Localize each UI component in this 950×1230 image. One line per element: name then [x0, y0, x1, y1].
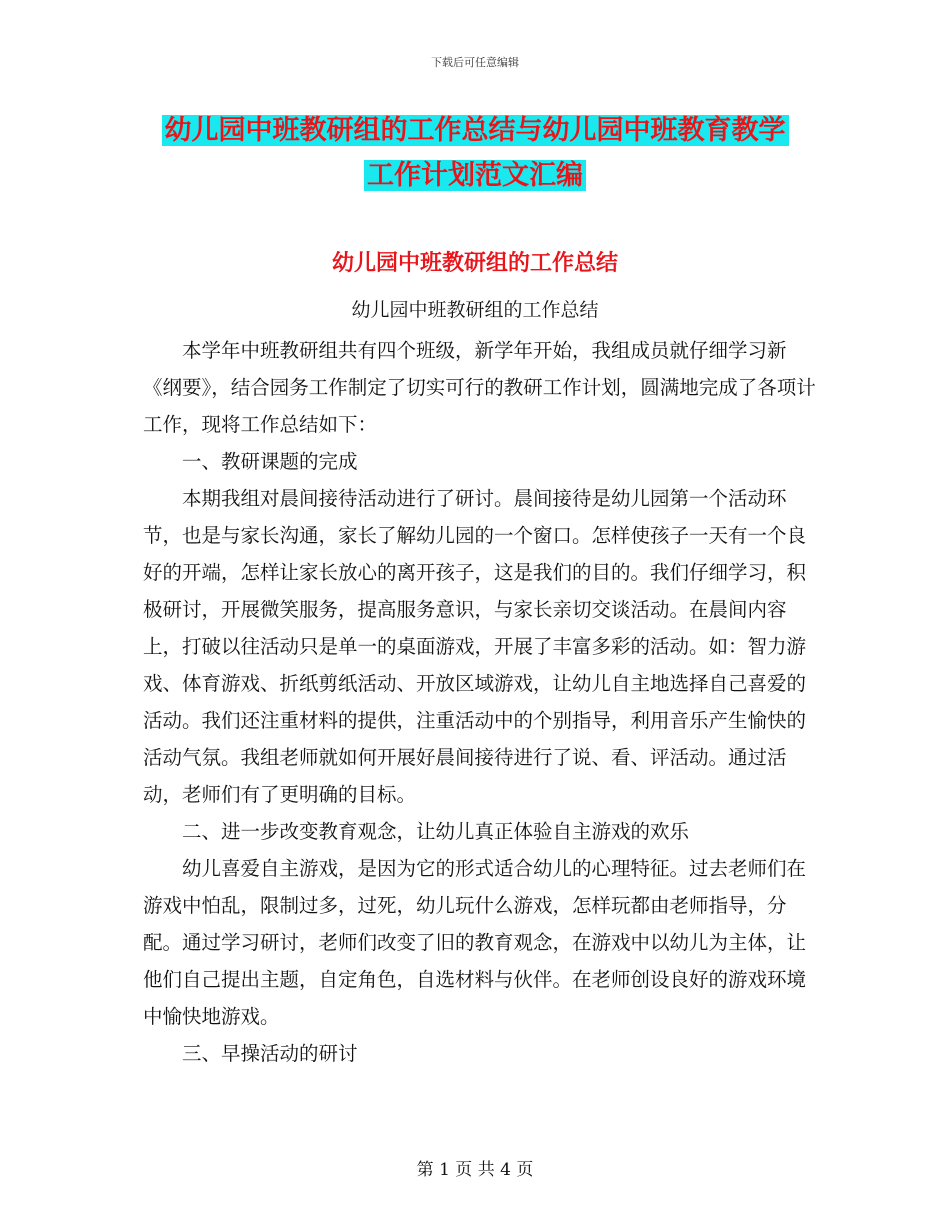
paragraph: 本学年中班教研组共有四个班级，新学年开始，我组成员就仔细学习新《纲要》，结合园务工作制定了切实可行的教研工作计划，圆满地完成了各项计工作，现将工作总结如下： — [143, 339, 816, 436]
document-title-line-1: 幼儿园中班教研组的工作总结与幼儿园中班教育教学 — [0, 108, 950, 154]
page-header-note: 下载后可任意编辑 — [431, 56, 519, 69]
sub-title: 幼儿园中班教研组的工作总结 — [351, 299, 599, 321]
page-number: 第 1 页 共 4 页 — [416, 1160, 534, 1180]
section-title: 幼儿园中班教研组的工作总结 — [331, 250, 618, 276]
document-title-line-2: 工作计划范文汇编 — [0, 153, 950, 199]
paragraph: 三、早操活动的研讨 — [182, 1042, 358, 1065]
paragraph: 一、教研课题的完成 — [182, 450, 358, 473]
paragraph: 本期我组对晨间接待活动进行了研讨。晨间接待是幼儿园第一个活动环节，也是与家长沟通，家长了解幼儿园的一个窗口。怎样使孩子一天有一个良好的开端，怎样让家长放心的离开孩子，这是我们的目的。我们仔细学习，积极研讨，开展微笑服务，提高服务意识，与家长亲切交谈活动。在晨间内容上，打破以往活动只是单一的桌面游戏，开展了丰富多彩的活动。如：智力游戏、体育游戏、折纸剪纸活动、开放区域游戏，让幼儿自主地选择自己喜爱的活动。我们还注重材料的提供，注重活动中的个别指导，利用音乐产生愉快的活动气氛。我组老师就如何开展好晨间接待进行了说、看、评活动。通过活动，老师们有了更明确的目标。 — [143, 487, 807, 806]
paragraph: 幼儿喜爱自主游戏，是因为它的形式适合幼儿的心理特征。过去老师们在游戏中怕乱，限制过多，过死，幼儿玩什么游戏，怎样玩都由老师指导，分配。通过学习研讨，老师们改变了旧的教育观念，在游戏中以幼儿为主体，让他们自己提出主题，自定角色，自选材料与伙伴。在老师创设良好的游戏环境中愉快地游戏。 — [143, 857, 807, 1028]
body-text — [143, 332, 823, 1072]
paragraph: 二、进一步改变教育观念，让幼儿真正体验自主游戏的欢乐 — [182, 820, 690, 843]
